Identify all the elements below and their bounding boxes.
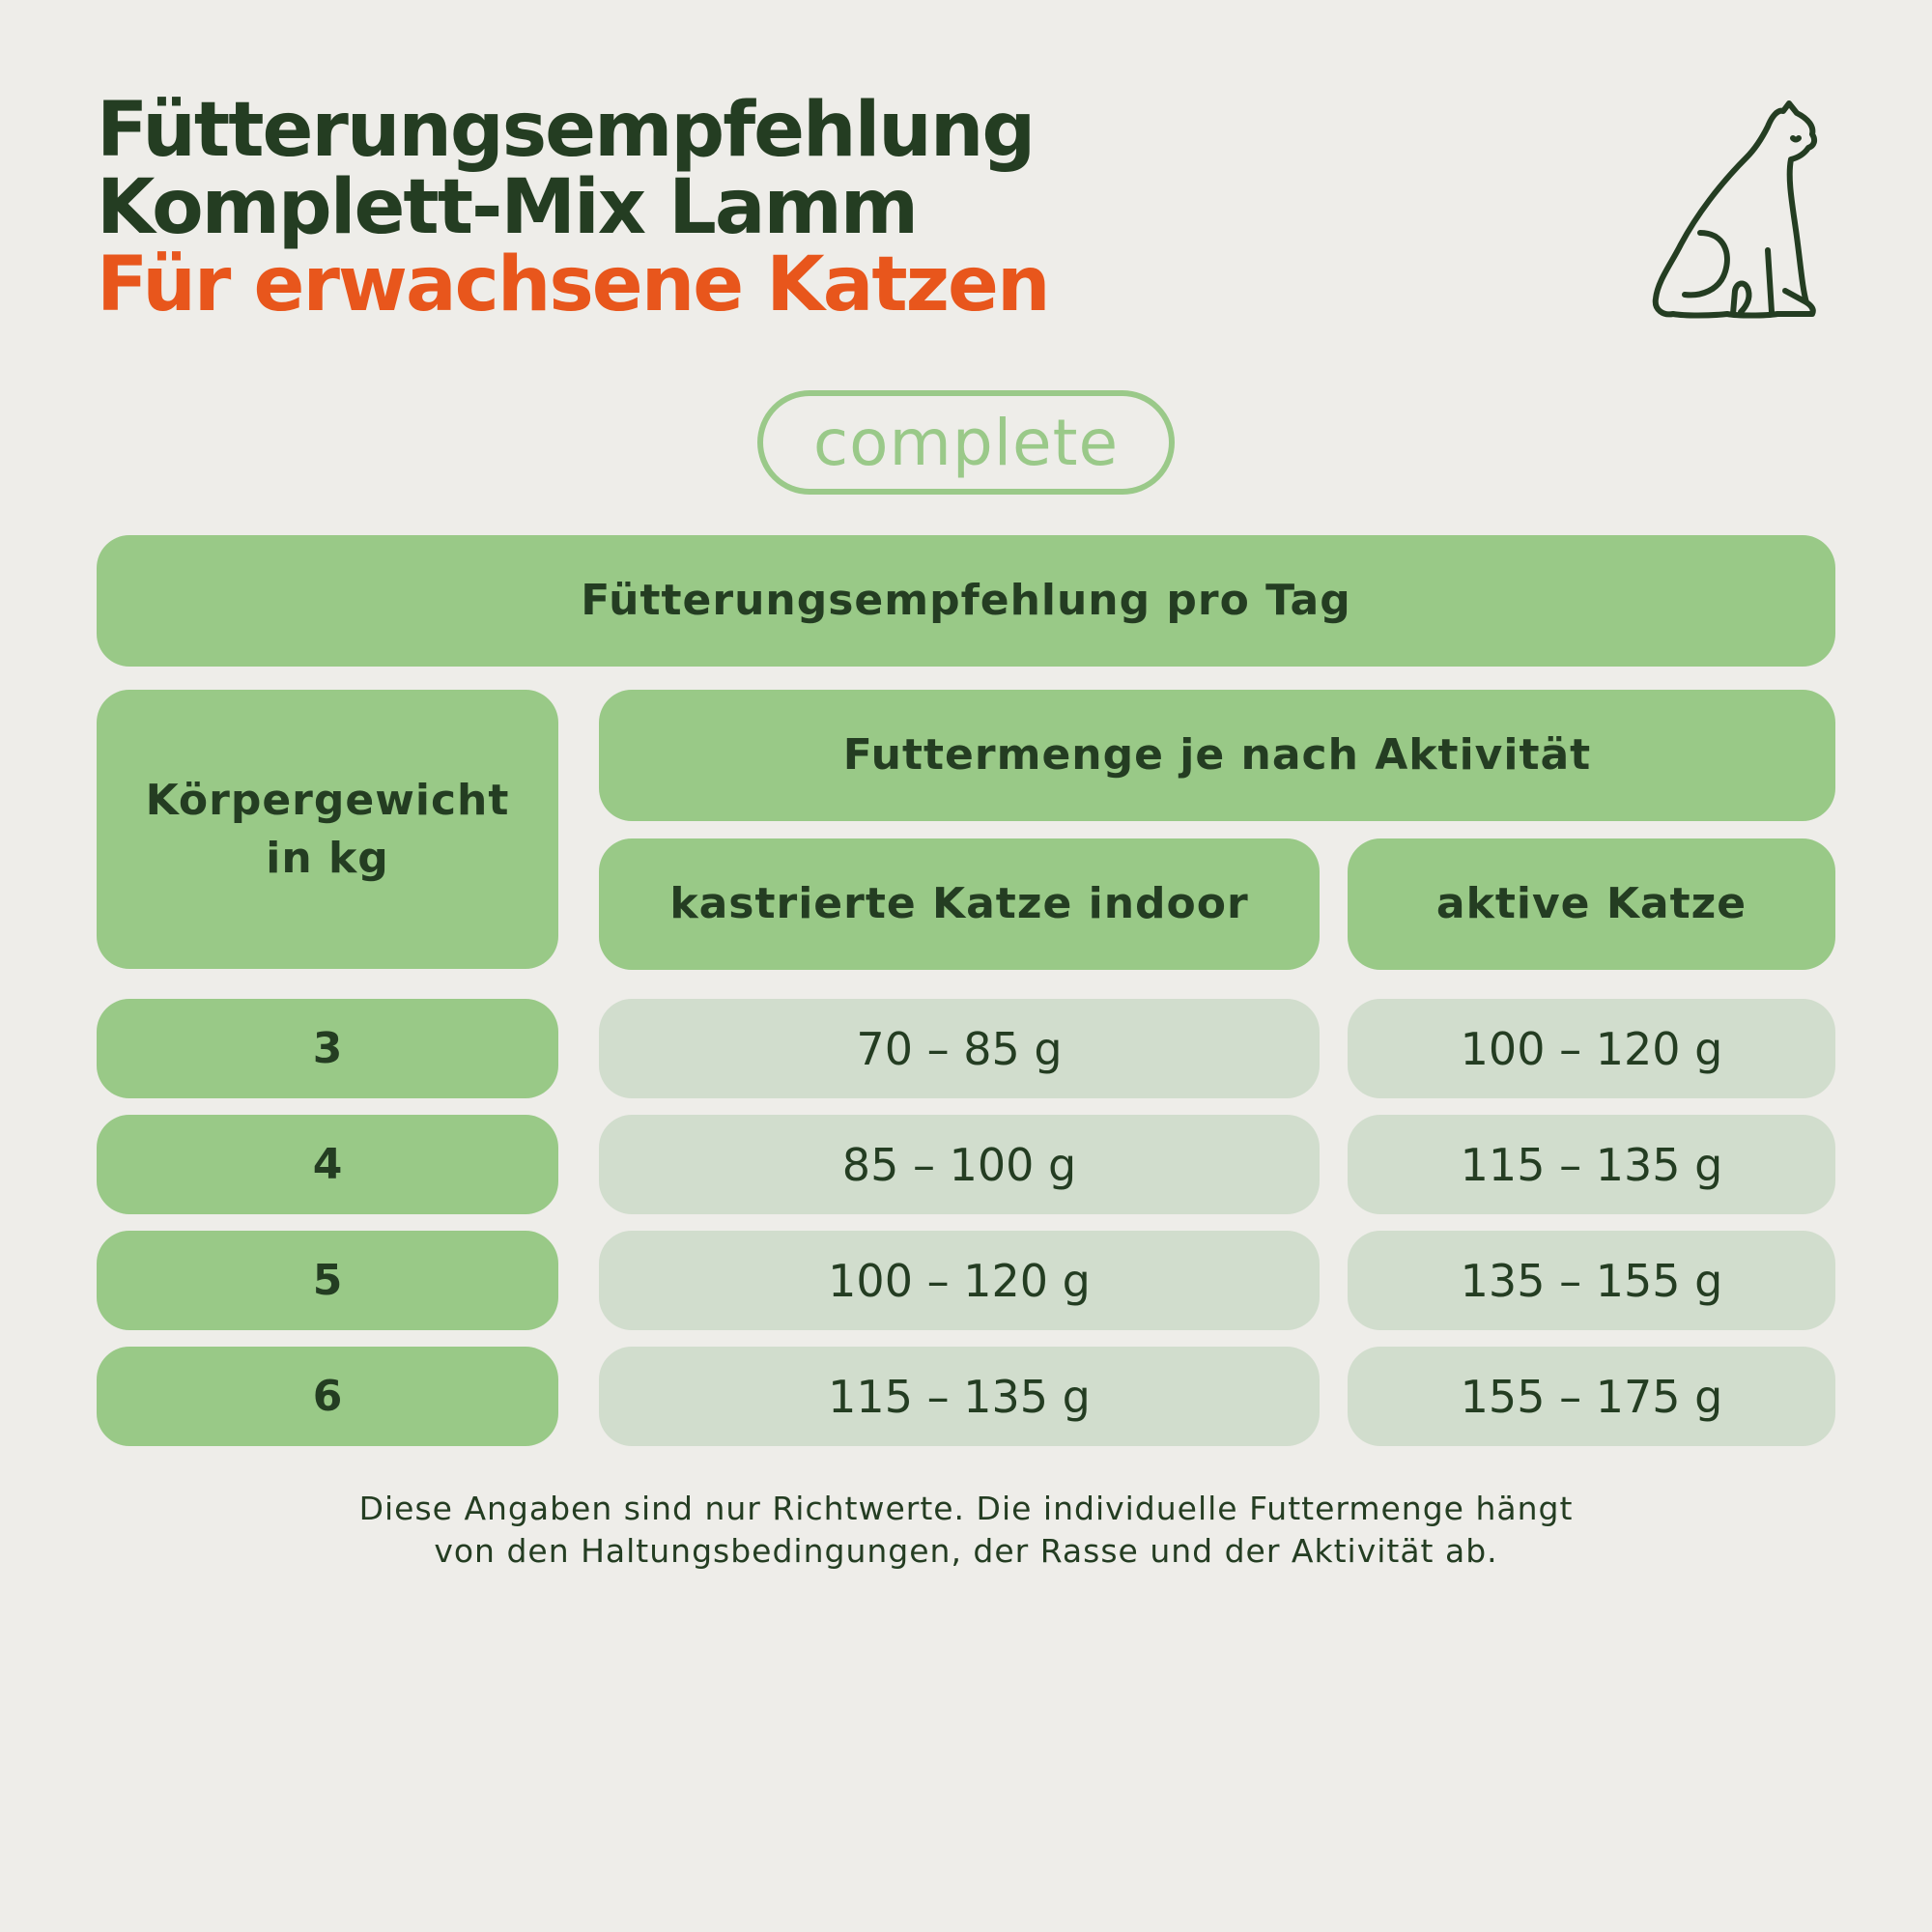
- weight-cell: 3: [97, 999, 558, 1098]
- table-header: Fütterungsempfehlung pro Tag: [97, 535, 1835, 667]
- title-line-3: Für erwachsene Katzen: [97, 242, 1049, 328]
- footnote: [97, 1488, 1835, 1573]
- page-title: [97, 87, 1049, 328]
- active-amount-cell: 100 – 120 g: [1348, 999, 1835, 1098]
- weight-cell: 6: [97, 1347, 558, 1446]
- weight-header: Körpergewicht in kg: [97, 690, 558, 969]
- indoor-amount-cell: 115 – 135 g: [599, 1347, 1320, 1446]
- weight-cell: 5: [97, 1231, 558, 1330]
- active-amount-cell: 115 – 135 g: [1348, 1115, 1835, 1214]
- indoor-amount-cell: 70 – 85 g: [599, 999, 1320, 1098]
- sitting-cat-icon: [1642, 92, 1835, 324]
- weight-cell: 4: [97, 1115, 558, 1214]
- footnote-line-1: Diese Angaben sind nur Richtwerte. Die individuelle Futtermenge hängt: [358, 1490, 1574, 1527]
- column-header-indoor: kastrierte Katze indoor: [599, 838, 1320, 970]
- indoor-amount-cell: 100 – 120 g: [599, 1231, 1320, 1330]
- indoor-amount-cell: 85 – 100 g: [599, 1115, 1320, 1214]
- active-amount-cell: 135 – 155 g: [1348, 1231, 1835, 1330]
- title-line-1: Fütterungsempfehlung: [97, 87, 1035, 174]
- active-amount-cell: 155 – 175 g: [1348, 1347, 1835, 1446]
- amount-header: Futtermenge je nach Aktivität: [599, 690, 1835, 821]
- complete-badge: complete: [757, 390, 1175, 495]
- footnote-line-2: von den Haltungsbedingungen, der Rasse und der Aktivität ab.: [434, 1532, 1498, 1570]
- column-header-active: aktive Katze: [1348, 838, 1835, 970]
- title-line-2: Komplett-Mix Lamm: [97, 164, 918, 251]
